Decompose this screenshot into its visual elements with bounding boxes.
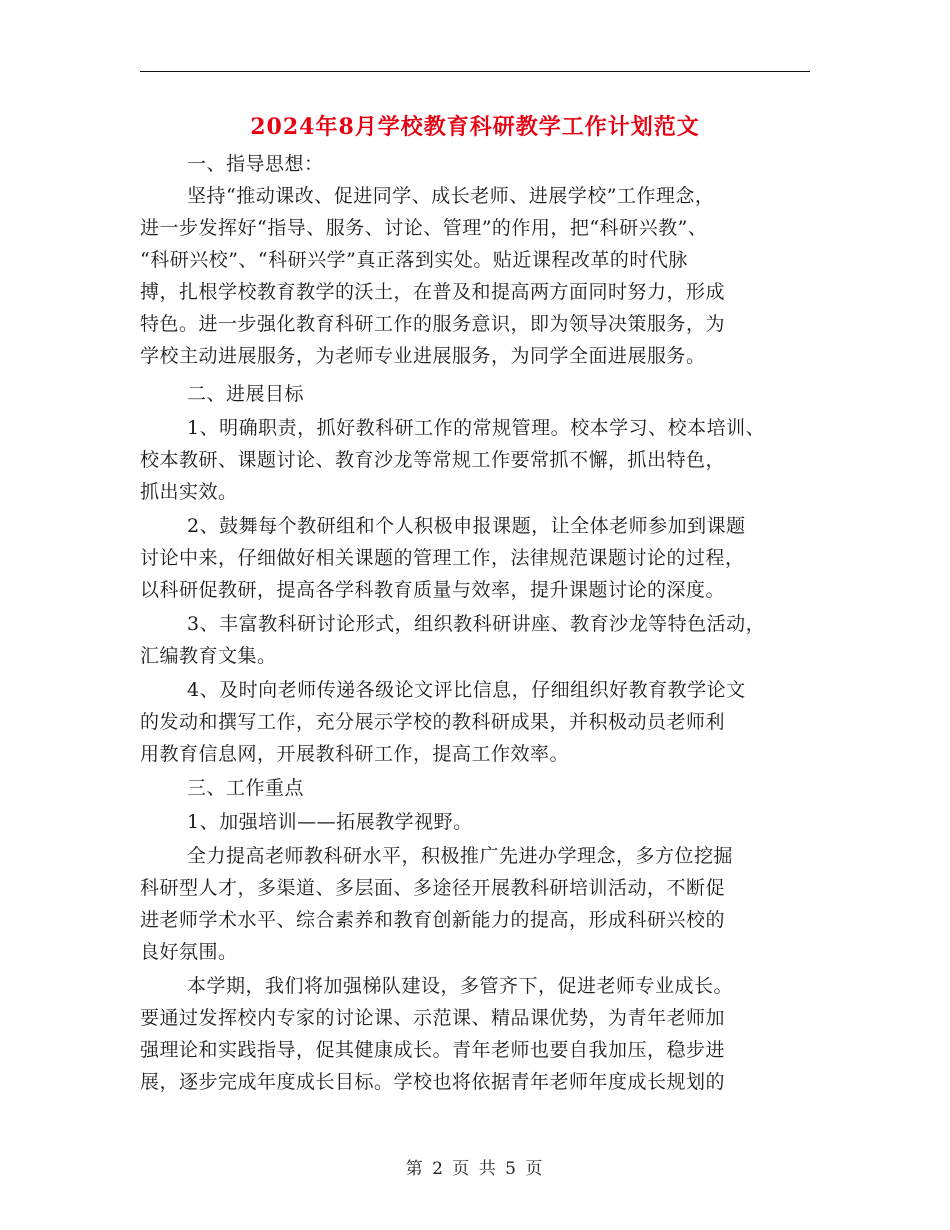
paragraph-line: 搏，扎根学校教育教学的沃土，在普及和提高两方面同时努力，形成 — [140, 281, 726, 303]
paragraph-line: 进老师学术水平、综合素养和教育创新能力的提高，形成科研兴校的 — [140, 909, 726, 931]
paragraph-line: 汇编教育文集。 — [140, 645, 277, 667]
paragraph-line: 学校主动进展服务，为老师专业进展服务，为同学全面进展服务。 — [140, 345, 706, 367]
paragraph-line: 科研型人才，多渠道、多层面、多途径开展教科研培训活动，不断促 — [140, 877, 726, 899]
paragraph-line: 进一步发挥好“指导、服务、讨论、管理”的作用，把“科研兴教”、 — [140, 217, 708, 239]
paragraph-line: 讨论中来，仔细做好相关课题的管理工作，法律规范课题讨论的过程， — [140, 547, 745, 569]
page-number: 第 2 页 共 5 页 — [405, 1159, 545, 1179]
paragraph-line: 以科研促教研，提高各学科教育质量与效率，提升课题讨论的深度。 — [140, 579, 726, 601]
paragraph-line: 3、丰富教科研讨论形式，组织教科研讲座、教育沙龙等特色活动， — [187, 613, 766, 635]
section-heading: 二、进展目标 — [187, 383, 305, 405]
paragraph-line: 抓出实效。 — [140, 481, 238, 503]
paragraph-line: 坚持“推动课改、促进同学、成长老师、进展学校”工作理念， — [187, 185, 715, 207]
paragraph-line: 用教育信息网，开展教科研工作，提高工作效率。 — [140, 743, 570, 765]
paragraph-line: 的发动和撰写工作，充分展示学校的教科研成果，并积极动员老师利 — [140, 711, 726, 733]
paragraph-line: 展，逐步完成年度成长目标。学校也将依据青年老师年度成长规划的 — [140, 1071, 726, 1093]
paragraph-line: 2、鼓舞每个教研组和个人积极申报课题，让全体老师参加到课题 — [187, 515, 746, 537]
section-heading: 三、工作重点 — [187, 777, 305, 799]
section-heading: 一、指导思想： — [187, 153, 324, 175]
paragraph-line: 本学期，我们将加强梯队建设，多管齐下，促进老师专业成长。 — [187, 975, 734, 997]
paragraph-line: 良好氛围。 — [140, 941, 238, 963]
paragraph-line: 要通过发挥校内专家的讨论课、示范课、精品课优势，为青年老师加 — [140, 1007, 726, 1029]
paragraph-line: 全力提高老师教科研水平，积极推广先进办学理念，多方位挖掘 — [187, 845, 734, 867]
paragraph-line: 1、明确职责，抓好教科研工作的常规管理。校本学习、校本培训、 — [187, 417, 766, 439]
subsection-heading: 1、加强培训——拓展教学视野。 — [187, 811, 473, 833]
header-rule — [140, 71, 810, 72]
paragraph-line: “科研兴校”、“科研兴学”真正落到实处。贴近课程改革的时代脉 — [140, 249, 688, 271]
paragraph-line: 校本教研、课题讨论、教育沙龙等常规工作要常抓不懈，抓出特色， — [140, 449, 726, 471]
paragraph-line: 强理论和实践指导，促其健康成长。青年老师也要自我加压，稳步进 — [140, 1039, 726, 1061]
paragraph-line: 4、及时向老师传递各级论文评比信息，仔细组织好教育教学论文 — [187, 679, 746, 701]
paragraph-line: 特色。进一步强化教育科研工作的服务意识，即为领导决策服务，为 — [140, 313, 726, 335]
document-title: 2024年8月学校教育科研教学工作计划范文 — [250, 114, 700, 140]
